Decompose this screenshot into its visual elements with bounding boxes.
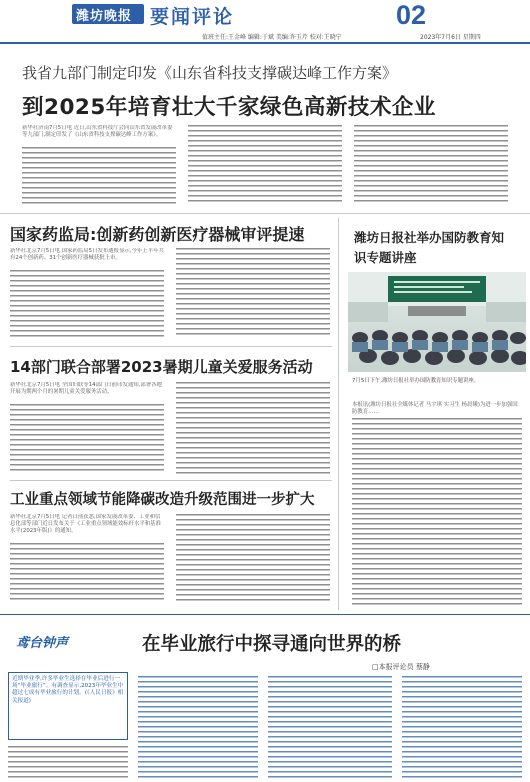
commentary-column-1 xyxy=(8,746,128,778)
story3-column-1-text xyxy=(10,404,164,474)
newspaper-logo-text: 潍坊晚报 xyxy=(76,9,133,24)
story2-first-sentence: 新华社北京7月5日电 国家药监局5日发布通报显示,今年上半年共有24个创新药、31个创新医疗器械获批上市。 xyxy=(10,248,164,261)
commentary-column-4 xyxy=(402,676,522,778)
section-title: 要闻评论 xyxy=(150,6,235,28)
photo-caption: 7月5日下午,潍坊日报社举办国防教育知识专题讲座。 xyxy=(352,378,480,384)
masthead-rule xyxy=(0,42,530,44)
lead-kicker: 我省九部门制定印发《山东省科技支撑碳达峰工作方案》 xyxy=(22,64,398,82)
story2-column-2 xyxy=(176,248,330,338)
page-number: 02 xyxy=(396,0,427,30)
event-photo xyxy=(348,272,526,372)
divider xyxy=(10,346,332,347)
divider xyxy=(10,480,332,481)
issue-date: 2023年7月6日 星期四 xyxy=(420,34,481,41)
commentary-quote-box xyxy=(8,672,128,740)
story4-first-sentence: 新华社北京7月5日电 记者日前获悉,国家发展改革委、工业和信息化部等部门近日发布关于《工业重点领域能效标杆水平和基准水平(2023年版)》的通知。 xyxy=(10,514,161,534)
story3-headline: 14部门联合部署2023暑期儿童关爱服务活动 xyxy=(10,358,313,376)
commentary-rule xyxy=(0,614,530,615)
story2-body xyxy=(10,248,330,340)
story3-column-2 xyxy=(176,382,330,474)
commentary-quote: 近期毕业季,许多毕业生选择在毕业后进行一场“毕业旅行”。有调查显示,2023年毕业生中超过七成有毕业旅行的计划。(《人民日报》相关报道) xyxy=(12,676,124,704)
story4-body xyxy=(10,514,330,608)
story2-headline: 国家药监局:创新药创新医疗器械审评提速 xyxy=(10,225,305,244)
lead-first-sentence: 新华社济南7月5日电 近日,山东省科技厅会同山东省发展改革委等九部门,制定印发了《山东省科技支撑碳达峰工作方案》。 xyxy=(22,125,173,138)
commentary-column-logo: 鸢台钟声 xyxy=(16,636,69,651)
story4-column-1-text xyxy=(10,543,164,601)
lead-story-body xyxy=(22,125,508,207)
story4-column-2 xyxy=(176,514,330,602)
commentary-column-2 xyxy=(138,676,258,778)
credits-line: 值班主任:王金峰 编辑:于斌 美编:许玉芹 校对:王晓宁 xyxy=(202,34,342,41)
lead-column-1 xyxy=(22,125,176,205)
lecture-hall-illustration xyxy=(348,272,526,372)
sidebar-body-text xyxy=(352,418,522,606)
commentary-byline: □本报评论员 蔡静 xyxy=(372,663,430,671)
lead-column-2 xyxy=(188,125,342,205)
lead-column-3 xyxy=(354,125,508,205)
sidebar-first-sentence: 本报讯(潍坊日报社全媒体记者 马宇琪 实习生 杨晨曦)为进一步加强国防教育…… xyxy=(352,402,518,415)
story3-body xyxy=(10,382,330,476)
lead-column-1-text xyxy=(22,147,176,205)
commentary-headline: 在毕业旅行中探寻通向世界的桥 xyxy=(142,634,402,655)
lead-headline: 到2025年培育壮大千家绿色高新技术企业 xyxy=(22,95,436,120)
divider xyxy=(0,213,530,214)
story4-headline: 工业重点领域节能降碳改造升级范围进一步扩大 xyxy=(10,492,315,508)
sidebar-divider xyxy=(338,218,339,610)
story2-column-1-text xyxy=(10,270,164,338)
sidebar-headline: 潍坊日报社举办国防教育知识专题讲座 xyxy=(354,230,505,265)
story3-first-sentence: 新华社北京7月5日电 全国妇联等14部门日前印发通知,部署各地开展为期两个月的暑期儿童关爱服务活动。 xyxy=(10,382,162,395)
commentary-column-3 xyxy=(268,676,392,778)
masthead xyxy=(0,0,530,46)
